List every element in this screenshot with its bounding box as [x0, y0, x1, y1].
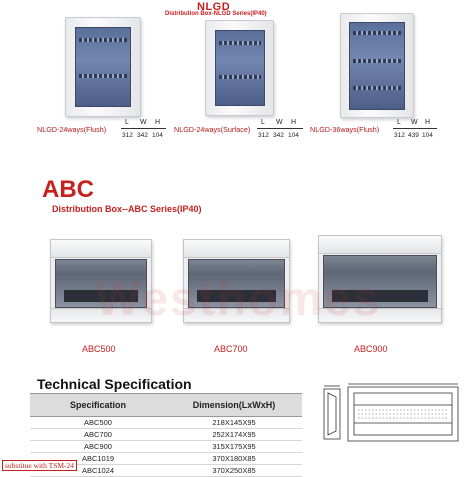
nlgd-dim-header-3-w: W	[411, 119, 418, 126]
spec-dimension: 252X174X95	[166, 429, 302, 441]
abc-title: ABC	[42, 176, 94, 203]
spec-model: ABC900	[30, 441, 166, 453]
nlgd-dim-header-3-l: L	[397, 119, 401, 126]
nlgd-dim-divider-3	[393, 128, 437, 129]
spec-model: ABC500	[30, 417, 166, 429]
nlgd-surface-24-image	[205, 20, 274, 116]
spec-dimension: 315X175X95	[166, 441, 302, 453]
spec-header-row	[30, 394, 302, 417]
nlgd-dim-header-2-l: L	[261, 119, 265, 126]
abc-subtitle: Distribution Box--ABC Series(IP40)	[52, 204, 202, 214]
nlgd-dim-divider-1	[121, 128, 166, 129]
spec-model: ABC700	[30, 429, 166, 441]
substitute-badge: substitue with TSM-24	[2, 460, 77, 471]
nlgd-dim-header-1-l: L	[125, 119, 129, 126]
abc500-caption: ABC500	[82, 344, 116, 354]
spec-model: ABC1024	[30, 465, 166, 477]
spec-dimension: 218X145X95	[166, 417, 302, 429]
nlgd-dim-h-1: 104	[152, 132, 163, 139]
abc900-caption: ABC900	[354, 344, 388, 354]
table-row	[30, 441, 302, 453]
nlgd-dim-header-1-h: H	[155, 119, 161, 126]
nlgd-dim-w-2: 342	[273, 132, 284, 139]
nlgd-dim-w-3: 439	[408, 132, 419, 139]
technical-drawing	[322, 383, 462, 445]
nlgd-dim-divider-2	[257, 128, 303, 129]
spec-title: Technical Specification	[37, 376, 192, 392]
nlgd-caption-3: NLGD-36ways(Flush)	[310, 125, 380, 134]
nlgd-dim-h-3: 104	[422, 132, 433, 139]
nlgd-caption-1: NLGD-24ways(Flush)	[37, 125, 107, 134]
spec-dimension: 370X180X85	[166, 453, 302, 465]
table-row	[30, 429, 302, 441]
spec-model: ABC1019	[30, 453, 166, 465]
nlgd-dim-header-3-h: H	[425, 119, 431, 126]
nlgd-flush-36-image	[340, 13, 414, 118]
spec-dimension: 370X250X85	[166, 465, 302, 477]
nlgd-dim-header-1-w: W	[140, 119, 147, 126]
nlgd-dim-w-1: 342	[137, 132, 148, 139]
watermark: Westhomes	[95, 273, 382, 326]
nlgd-title: NLGD	[197, 1, 231, 13]
spec-header-specification: Specification	[30, 394, 166, 417]
nlgd-caption-2: NLGD-24ways(Surface)	[174, 125, 251, 134]
nlgd-flush-24-image	[65, 17, 141, 117]
nlgd-dim-l-2: 312	[258, 132, 269, 139]
nlgd-dim-h-2: 104	[288, 132, 299, 139]
table-row	[30, 417, 302, 429]
nlgd-dim-header-2-w: W	[276, 119, 283, 126]
nlgd-dim-l-1: 312	[122, 132, 133, 139]
abc700-caption: ABC700	[214, 344, 248, 354]
spec-header-dimension: Dimension(LxWxH)	[166, 394, 302, 417]
nlgd-subtitle: Distribution Box-NLGD Series(IP40)	[165, 11, 267, 17]
nlgd-dim-l-3: 312	[394, 132, 405, 139]
nlgd-dim-header-2-h: H	[291, 119, 297, 126]
